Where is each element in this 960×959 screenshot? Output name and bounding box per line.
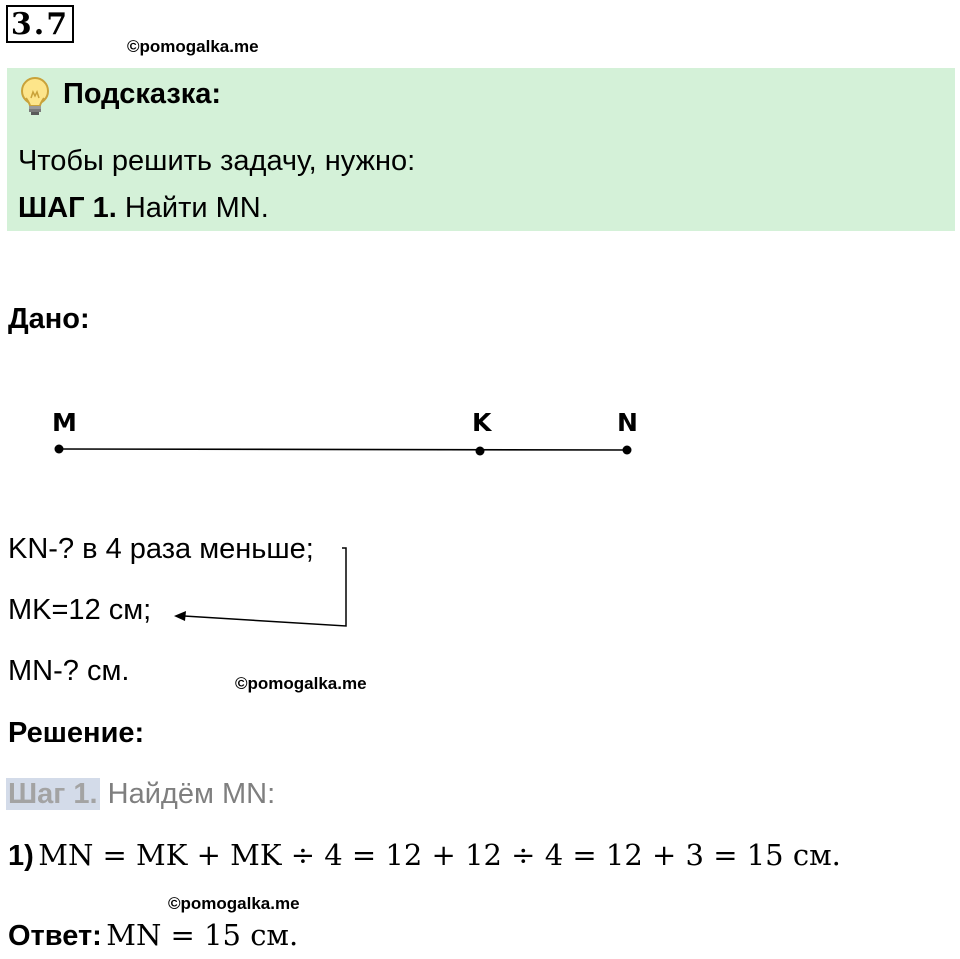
problem-number: 3.7	[6, 5, 74, 43]
answer-value: MN = 15 см.	[106, 918, 299, 952]
hint-step-text: Найти MN.	[116, 192, 269, 224]
hint-intro: Чтобы решить задачу, нужно:	[18, 145, 416, 177]
answer-label: Ответ:	[8, 920, 102, 952]
watermark: ©pomogalka.me	[168, 894, 300, 913]
point-m	[55, 445, 64, 454]
point-label-m: M	[52, 408, 77, 437]
condition-mn: MN-? см.	[8, 655, 130, 687]
condition-kn: KN-? в 4 раза меньше;	[8, 533, 314, 565]
point-k	[476, 447, 485, 456]
solution-step	[6, 778, 275, 811]
given-heading: Дано:	[8, 303, 90, 335]
answer-line	[8, 918, 298, 953]
solution-step-text: Найдём MN:	[99, 778, 276, 810]
equation: MN = MK + MK ÷ 4 = 12 + 12 ÷ 4 = 12 + 3 = 15 см.	[38, 838, 841, 872]
solution-heading: Решение:	[8, 717, 145, 749]
watermark: ©pomogalka.me	[127, 37, 259, 56]
point-label-k: K	[472, 408, 492, 437]
hint-step-label: ШАГ 1.	[18, 192, 117, 224]
condition-mk: MK=12 см;	[8, 594, 152, 626]
watermark: ©pomogalka.me	[235, 674, 367, 693]
equation-number: 1)	[8, 840, 34, 872]
solution-step-label: Шаг 1.	[8, 778, 98, 810]
point-label-n: N	[617, 408, 638, 437]
hint-title: Подсказка:	[63, 78, 222, 110]
point-n	[623, 446, 632, 455]
segment-line	[59, 449, 627, 450]
equation-line	[8, 838, 841, 873]
arrow-head	[174, 611, 186, 621]
